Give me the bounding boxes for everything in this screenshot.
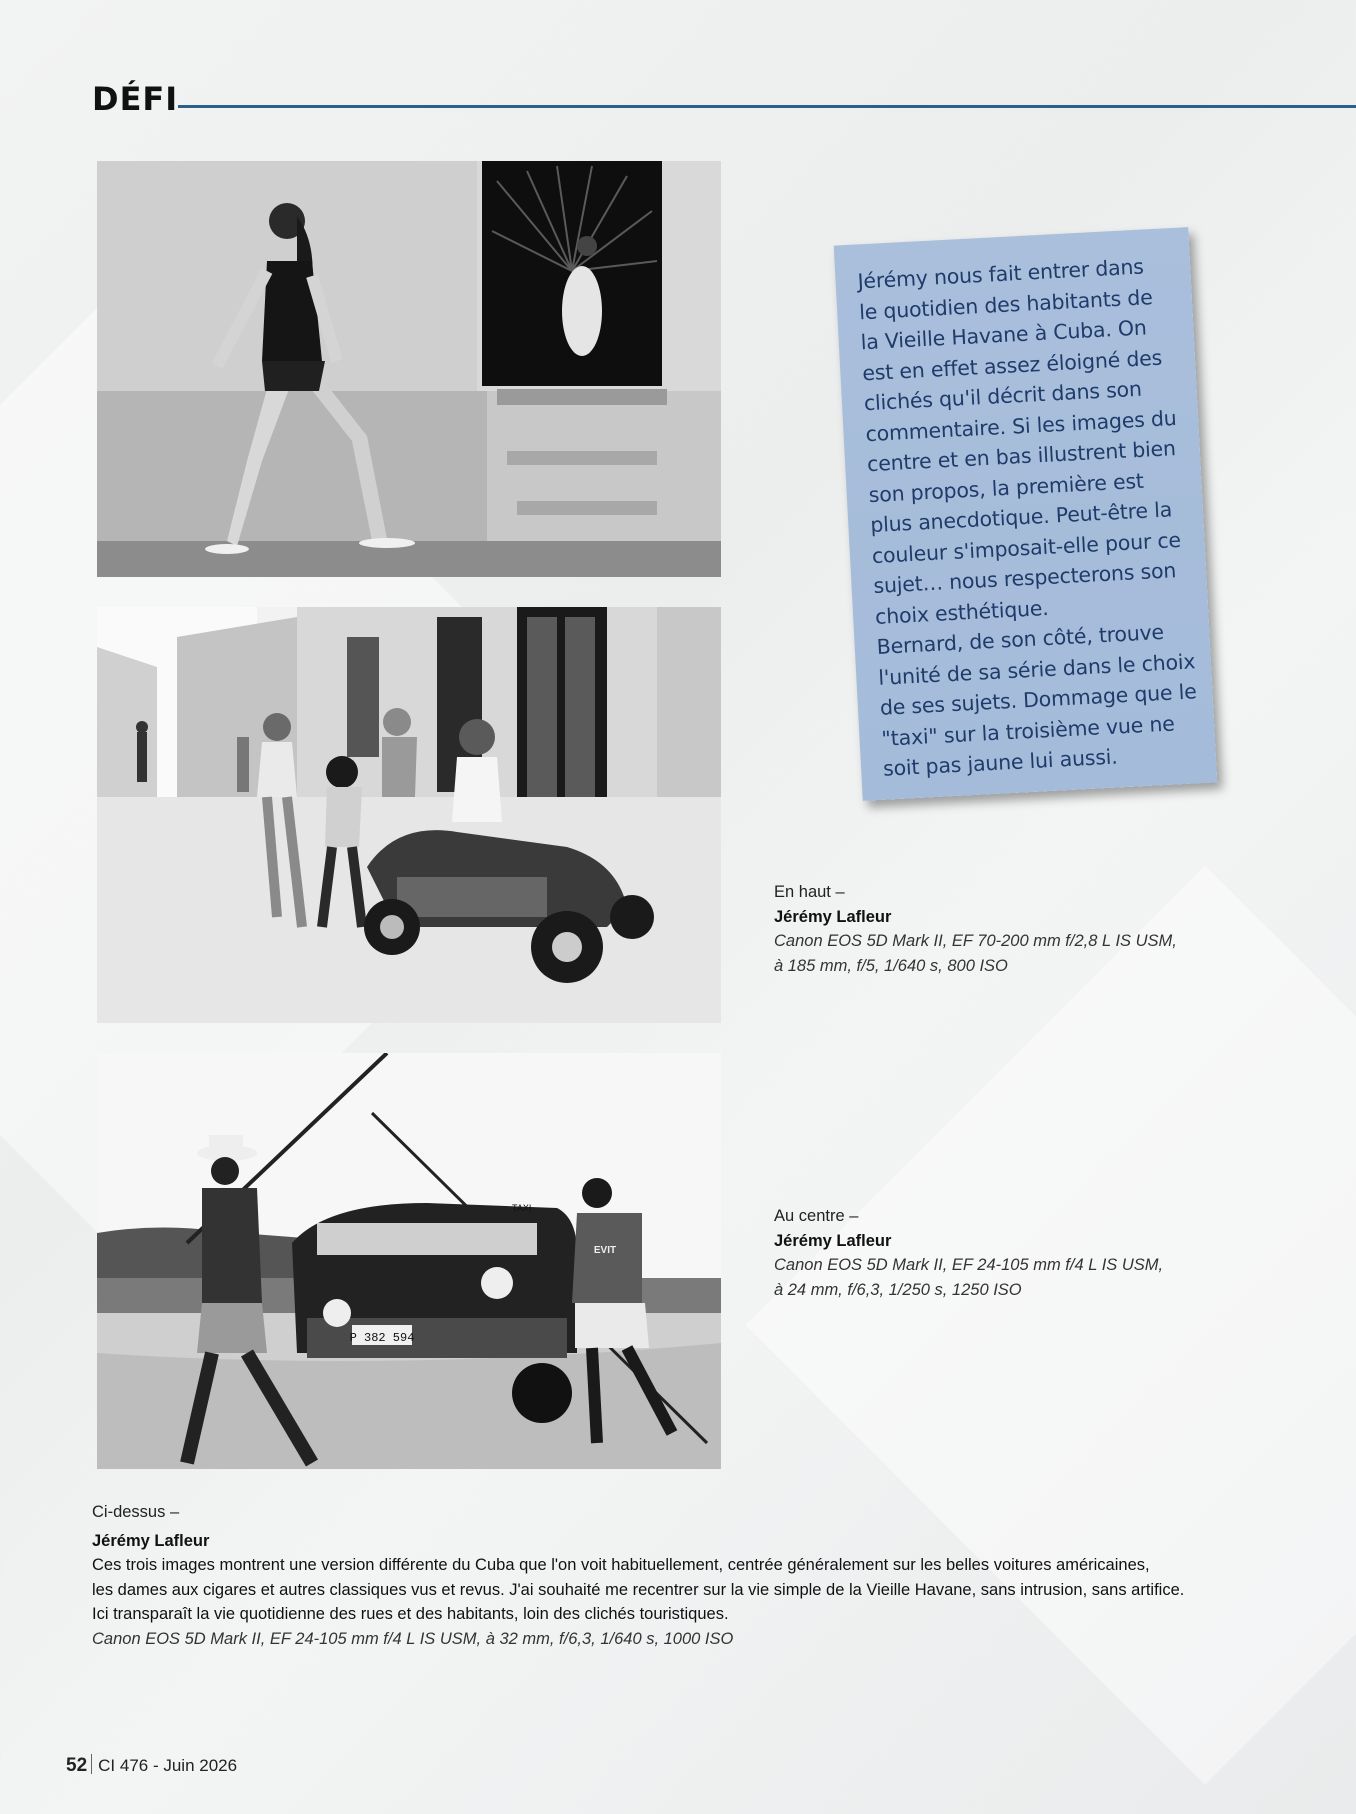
editor-comment-text: Jérémy nous fait entrer dans le quotidien des habitants de la Vieille Havane à Cuba. On est en effet assez éloigné des clichés qu'il décrit dans son commentaire. Si les images du centre et en bas illustrent bien son propos, la première est plus anecdotique. Peut-être la couleur s'imposait-elle pour ce sujet… nous respecterons son choix esthétique. Bernard, de son côté, trouve l'unité de sa série dans le choix de ses sujets. Dommage que le "taxi" sur la troisième vue ne soit pas jaune lui aussi. [856,254,1198,781]
section-title: DÉFI [92,80,179,118]
caption-top-photo [774,880,1194,978]
section-header [92,76,1356,116]
photo-fishermen-taxi-image [97,1053,721,1469]
caption-body-text: Ces trois images montrent une version différente du Cuba que l'on voit habituellement, centrée généralement sur les belles voitures américaines, les dames aux cigares et autres classiques vus et revus. J'ai souhaité me recentrer sur la vie simple de la Vieille Havane, sans intrusion, sans artifice. Ici transparaît la vie quotidienne des rues et des habitants, loin des clichés touristiques. [92,1556,1185,1623]
taxi-sign-text: TAXI [512,1203,532,1213]
photo-woman-walking-image [97,161,721,577]
caption-author: Jérémy Lafleur [92,1531,210,1550]
photo-fishermen-taxi [97,1053,721,1469]
caption-label: Au centre – [774,1207,859,1225]
caption-camera-specs: Canon EOS 5D Mark II, EF 24-105 mm f/4 L IS USM, à 32 mm, f/6,3, 1/640 s, 1000 ISO [92,1629,734,1648]
caption-label: Ci-dessus – [92,1503,180,1521]
caption-author: Jérémy Lafleur [774,1231,892,1250]
photo-children-toy-quad-image [97,607,721,1023]
caption-bottom-photo [92,1500,1252,1651]
caption-label: En haut – [774,883,845,901]
issue-info: CI 476 - Juin 2026 [98,1756,238,1775]
photo-woman-walking [97,161,721,577]
caption-camera-specs: Canon EOS 5D Mark II, EF 70-200 mm f/2,8 L IS USM, à 185 mm, f/5, 1/640 s, 800 ISO [774,932,1177,975]
editor-comment-note [834,227,1218,801]
page-number: 52 [66,1755,88,1776]
header-rule [178,105,1356,108]
page-footer [66,1754,237,1777]
caption-camera-specs: Canon EOS 5D Mark II, EF 24-105 mm f/4 L IS USM, à 24 mm, f/6,3, 1/250 s, 1250 ISO [774,1256,1164,1299]
caption-middle-photo [774,1204,1194,1302]
photo-children-toy-quad [97,607,721,1023]
car-plate-text: P 382 594 [349,1331,415,1345]
shirt-text: EVIT [593,1245,617,1256]
caption-author: Jérémy Lafleur [774,907,892,926]
footer-separator [91,1754,92,1774]
